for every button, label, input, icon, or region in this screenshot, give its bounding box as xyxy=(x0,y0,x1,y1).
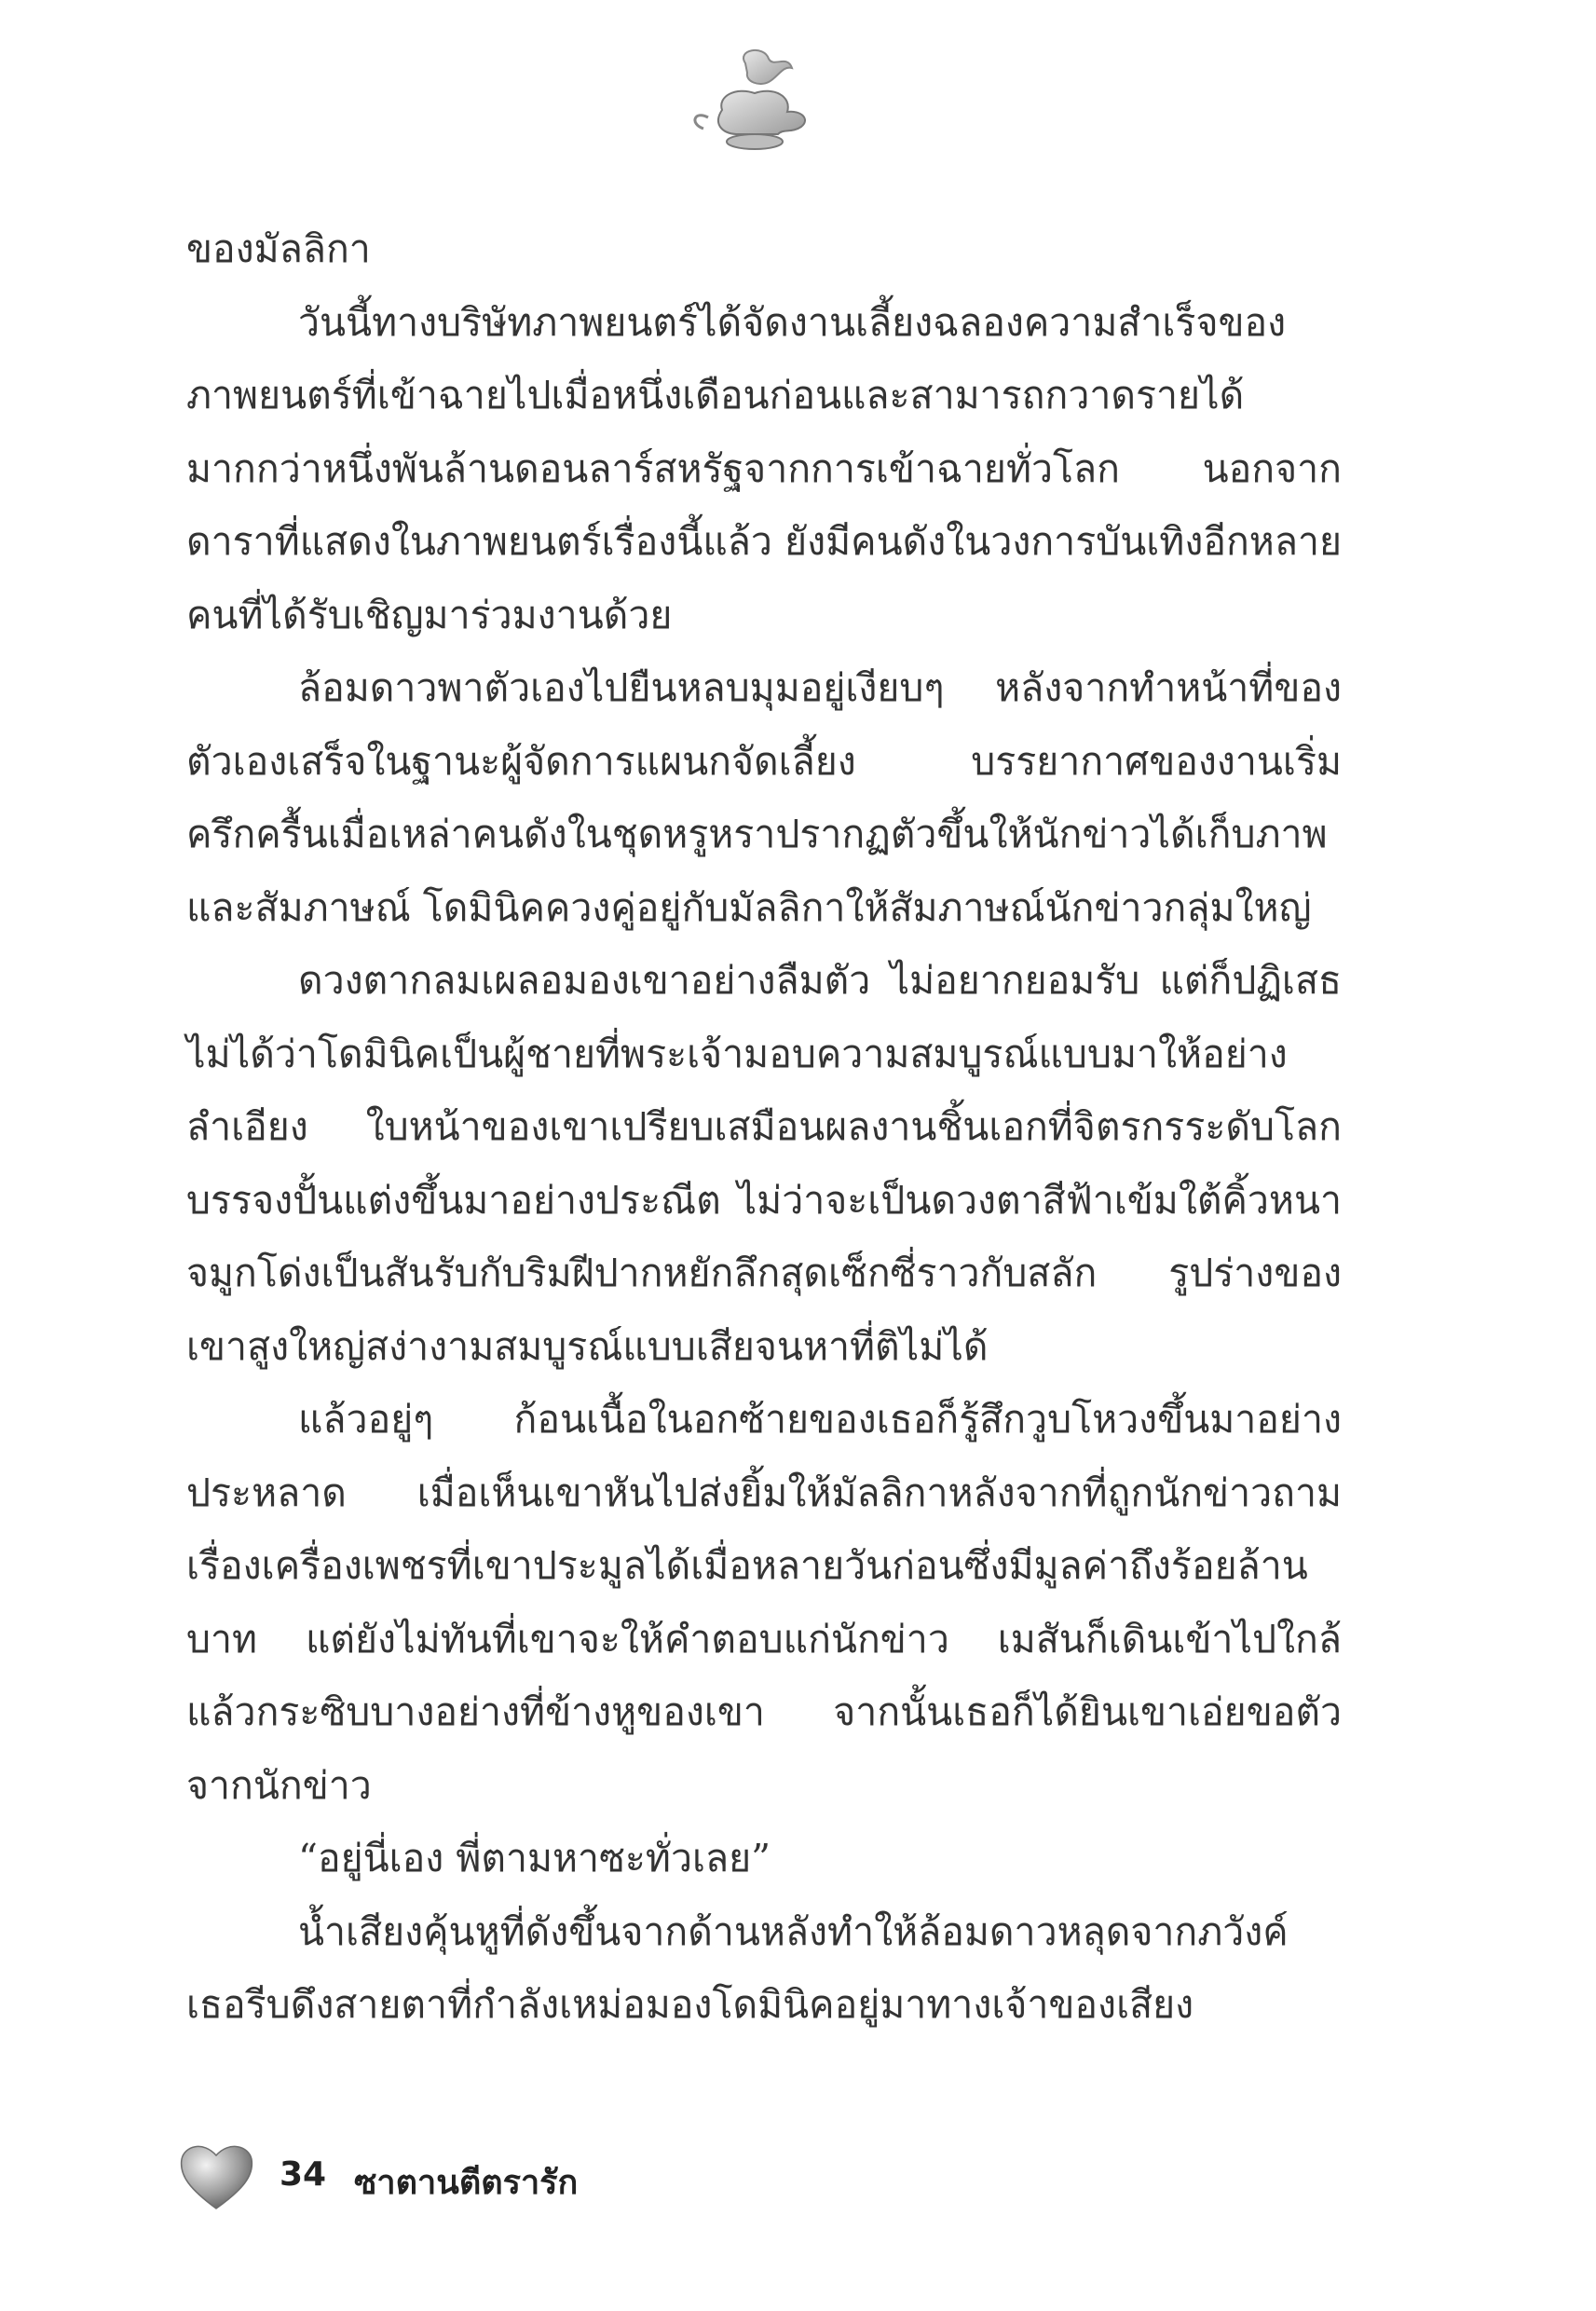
page-footer xyxy=(177,2139,829,2222)
paragraph: “อยู่นี่เอง พี่ตามหาซะทั่วเลย” xyxy=(298,1836,771,1880)
book-title: ซาตานตีตรารัก xyxy=(354,2164,579,2202)
genie-lamp-icon xyxy=(680,45,829,166)
paragraph: ของมัลลิกา xyxy=(186,226,371,271)
paragraph: น้ำเสียงคุ้นหูที่ดังขึ้นจากด้านหลังทำให้ล้อมดาวหลุดจากภวังค์เธอรีบดึงสายตาที่กำลังเหม่อมองโดมินิคอยู่มาทางเจ้าของเสียง xyxy=(186,1908,1289,2027)
paragraph: วันนี้ทางบริษัทภาพยนตร์ได้จัดงานเลี้ยงฉลองความสำเร็จของภาพยนตร์ที่เข้าฉายไปเมื่อหนึ่งเดือนก่อนและสามารถกวาดรายได้มากกว่าหนึ่งพันล้านดอนลาร์สหรัฐจากการเข้าฉายทั่วโลก นอกจากดาราที่แสดงในภาพยนตร์เรื่องนี้แล้ว ยังมีคนดังในวงการบันเทิงอีกหลายคนที่ได้รับเชิญมาร่วมงานด้วย xyxy=(186,299,1342,637)
paragraph: ล้อมดาวพาตัวเองไปยืนหลบมุมอยู่เงียบๆ หลังจากทำหน้าที่ของตัวเองเสร็จในฐานะผู้จัดการแผนกจัดเลี้ยง บรรยากาศของงานเริ่มครึกครื้นเมื่อเหล่าคนดังในชุดหรูหราปรากฏตัวขึ้นให้นักข่าวได้เก็บภาพและสัมภาษณ์ โดมินิคควงคู่อยู่กับมัลลิกาให้สัมภาษณ์นักข่าวกลุ่มใหญ่ xyxy=(186,665,1342,930)
body-text xyxy=(186,212,1342,2042)
page-number: 34 xyxy=(280,2155,327,2194)
paragraph: ดวงตากลมเผลอมองเขาอย่างลืมตัว ไม่อยากยอมรับ แต่ก็ปฏิเสธไม่ได้ว่าโดมินิคเป็นผู้ชายที่พระเจ้ามอบความสมบูรณ์แบบมาให้อย่างลำเอียง ใบหน้าของเขาเปรียบเสมือนผลงานชิ้นเอกที่จิตรกรระดับโลกบรรจงปั้นแต่งขึ้นมาอย่างประณีต ไม่ว่าจะเป็นดวงตาสีฟ้าเข้มใต้คิ้วหนาจมูกโด่งเป็นสันรับกับริมฝีปากหยักลึกสุดเซ็กซี่ราวกับสลัก รูปร่างของเขาสูงใหญ่สง่างามสมบูรณ์แบบเสียจนหาที่ติไม่ได้ xyxy=(186,958,1342,1369)
paragraph: แล้วอยู่ๆ ก้อนเนื้อในอกซ้ายของเธอก็รู้สึกวูบโหวงขึ้นมาอย่างประหลาด เมื่อเห็นเขาหันไปส่งยิ้มให้มัลลิกาหลังจากที่ถูกนักข่าวถามเรื่องเครื่องเพชรที่เขาประมูลได้เมื่อหลายวันก่อนซึ่งมีมูลค่าถึงร้อยล้านบาท แต่ยังไม่ทันที่เขาจะให้คำตอบแก่นักข่าว เมสันก็เดินเข้าไปใกล้แล้วกระซิบบางอย่างที่ข้างหูของเขา จากนั้นเธอก็ได้ยินเขาเอ่ยขอตัวจากนักข่าว xyxy=(186,1397,1342,1808)
heart-icon xyxy=(177,2139,256,2213)
